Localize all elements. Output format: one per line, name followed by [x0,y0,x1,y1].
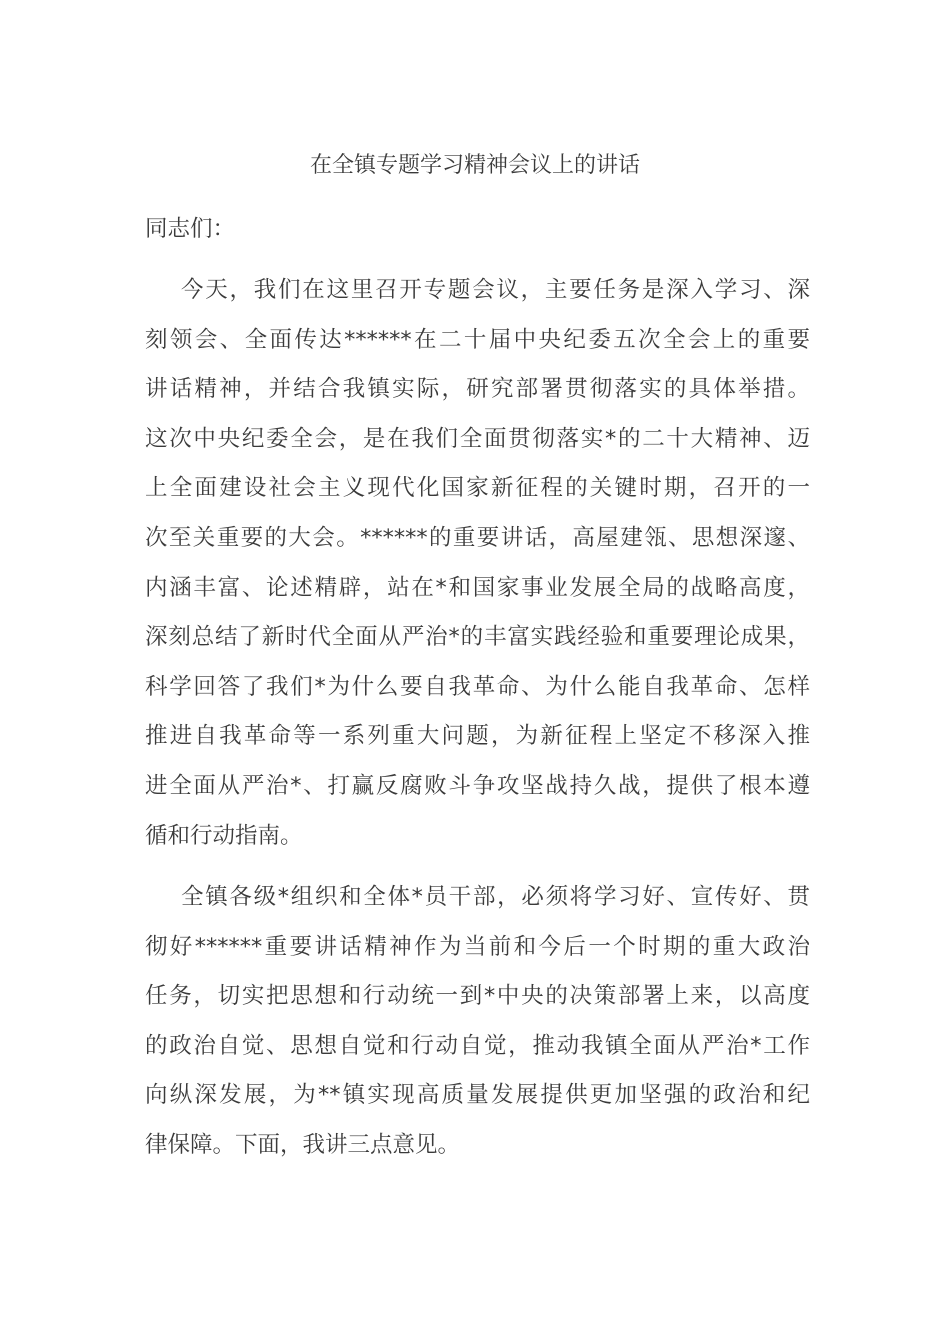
text-line: 次至关重要的大会。******的重要讲话，高屋建瓴、思想深邃、 [145,524,810,551]
document-title: 在全镇专题学习精神会议上的讲话 [309,153,640,178]
paragraph-2 [145,879,810,1177]
paragraph-1 [145,272,810,867]
text-line: 内涵丰富、论述精辟，站在*和国家事业发展全局的战略高度， [145,574,810,601]
text-line: 向纵深发展，为**镇实现高质量发展提供更加坚强的政治和纪 [145,1082,810,1109]
text-line: 进全面从严治*、打赢反腐败斗争攻坚战持久战，提供了根本遵 [145,772,810,799]
text-line: 今天，我们在这里召开专题会议，主要任务是深入学习、深 [181,277,810,303]
text-line: 科学回答了我们*为什么要自我革命、为什么能自我革命、怎样 [145,673,810,700]
text-line: 讲话精神，并结合我镇实际，研究部署贯彻落实的具体举措。 [145,376,810,403]
text-line: 推进自我革命等一系列重大问题，为新征程上坚定不移深入推 [145,723,810,750]
text-line: 这次中央纪委全会，是在我们全面贯彻落实*的二十大精神、迈 [145,425,810,452]
text-line: 的政治自觉、思想自觉和行动自觉，推动我镇全面从严治*工作 [145,1032,810,1059]
text-line: 刻领会、全面传达******在二十届中央纪委五次全会上的重要 [145,326,810,353]
text-line: 上全面建设社会主义现代化国家新征程的关键时期，召开的一 [145,475,810,502]
text-line: 循和行动指南。 [145,822,303,849]
text-line: 彻好******重要讲话精神作为当前和今后一个时期的重大政治 [145,933,810,960]
salutation: 同志们： [145,216,236,242]
text-line: 任务，切实把思想和行动统一到*中央的决策部署上来，以高度 [145,983,810,1010]
text-line: 全镇各级*组织和全体*员干部，必须将学习好、宣传好、贯 [181,884,810,910]
text-line: 律保障。下面，我讲三点意见。 [145,1131,461,1158]
text-line: 深刻总结了新时代全面从严治*的丰富实践经验和重要理论成果， [145,624,810,651]
